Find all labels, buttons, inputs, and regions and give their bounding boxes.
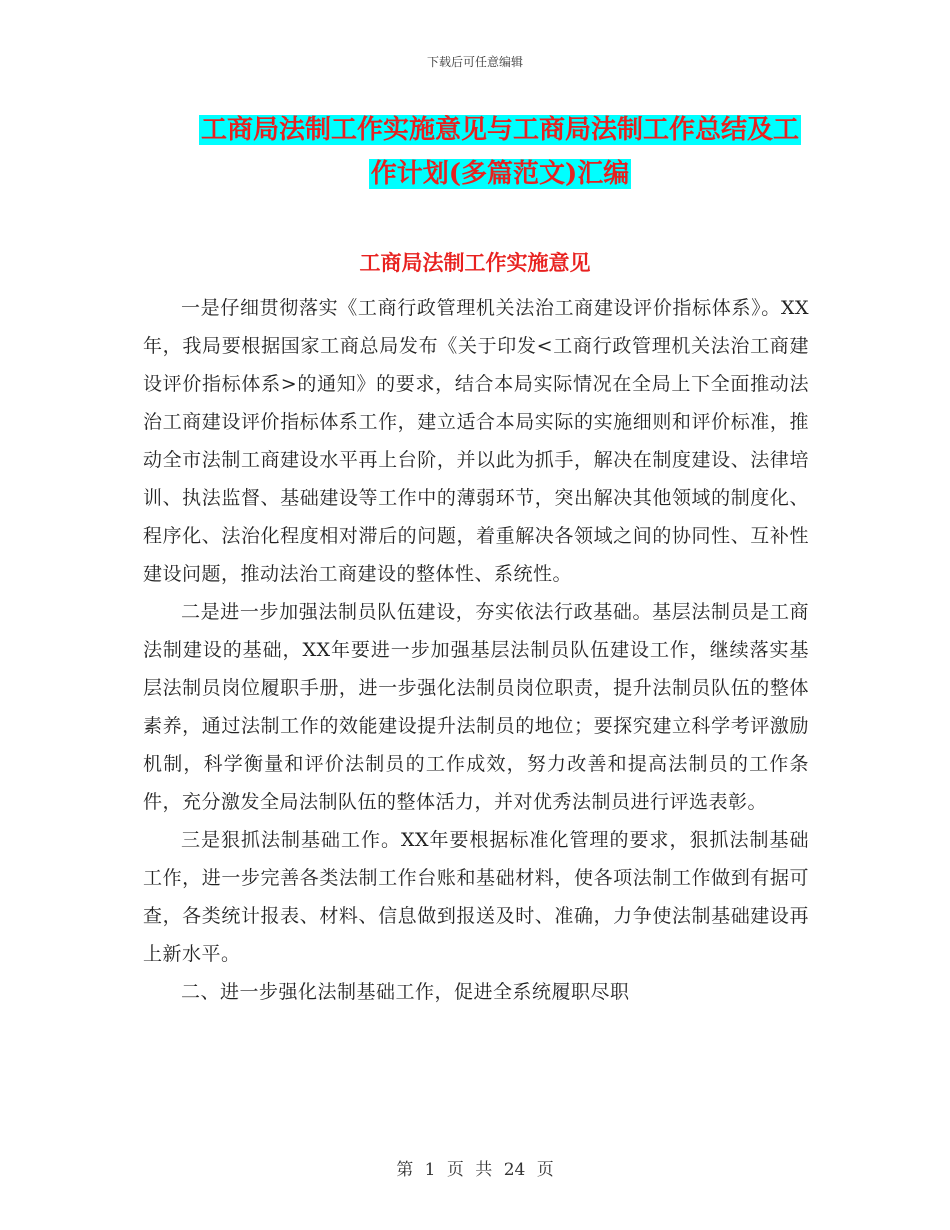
paragraph-2: 二是进一步加强法制员队伍建设，夯实依法行政基础。基层法制员是工商法制建设的基础，XX年要进一步加强基层法制员队伍建设工作，继续落实基层法制员岗位履职手册，进一步强化法制员岗位职责，提升法制员队伍的整体素养，通过法制工作的效能建设提升法制员的地位；要探究建立科学考评激励机制，科学衡量和评价法制员的工作成效，努力改善和提高法制员的工作条件，充分激发全局法制队伍的整体活力，并对优秀法制员进行评选表彰。 (143, 601, 809, 813)
paragraph-4: 二、进一步强化法制基础工作，促进全系统履职尽职 (181, 981, 630, 1003)
page-footer: 第 1 页 共 24 页 (396, 1160, 554, 1180)
document-title (190, 108, 810, 196)
document-body (143, 289, 809, 1011)
header-note: 下载后可任意编辑 (426, 55, 523, 69)
document-title-text: 工商局法制工作实施意见与工商局法制工作总结及工作计划(多篇范文)汇编 (200, 115, 799, 189)
section-title: 工商局法制工作实施意见 (359, 250, 591, 275)
paragraph-1: 一是仔细贯彻落实《工商行政管理机关法治工商建设评价指标体系》。XX年，我局要根据国家工商总局发布《关于印发<工商行政管理机关法治工商建设评价指标体系>的通知》的要求，结合本局实际情况在全局上下全面推动法治工商建设评价指标体系工作，建立适合本局实际的实施细则和评价标准，推动全市法制工商建设水平再上台阶，并以此为抓手，解决在制度建设、法律培训、执法监督、基础建设等工作中的薄弱环节，突出解决其他领域的制度化、程序化、法治化程度相对滞后的问题，着重解决各领域之间的协同性、互补性建设问题，推动法治工商建设的整体性、系统性。 (143, 297, 809, 585)
paragraph-3: 三是狠抓法制基础工作。XX年要根据标准化管理的要求，狠抓法制基础工作，进一步完善各类法制工作台账和基础材料，使各项法制工作做到有据可查，各类统计报表、材料、信息做到报送及时、准确，力争使法制基础建设再上新水平。 (143, 829, 809, 965)
